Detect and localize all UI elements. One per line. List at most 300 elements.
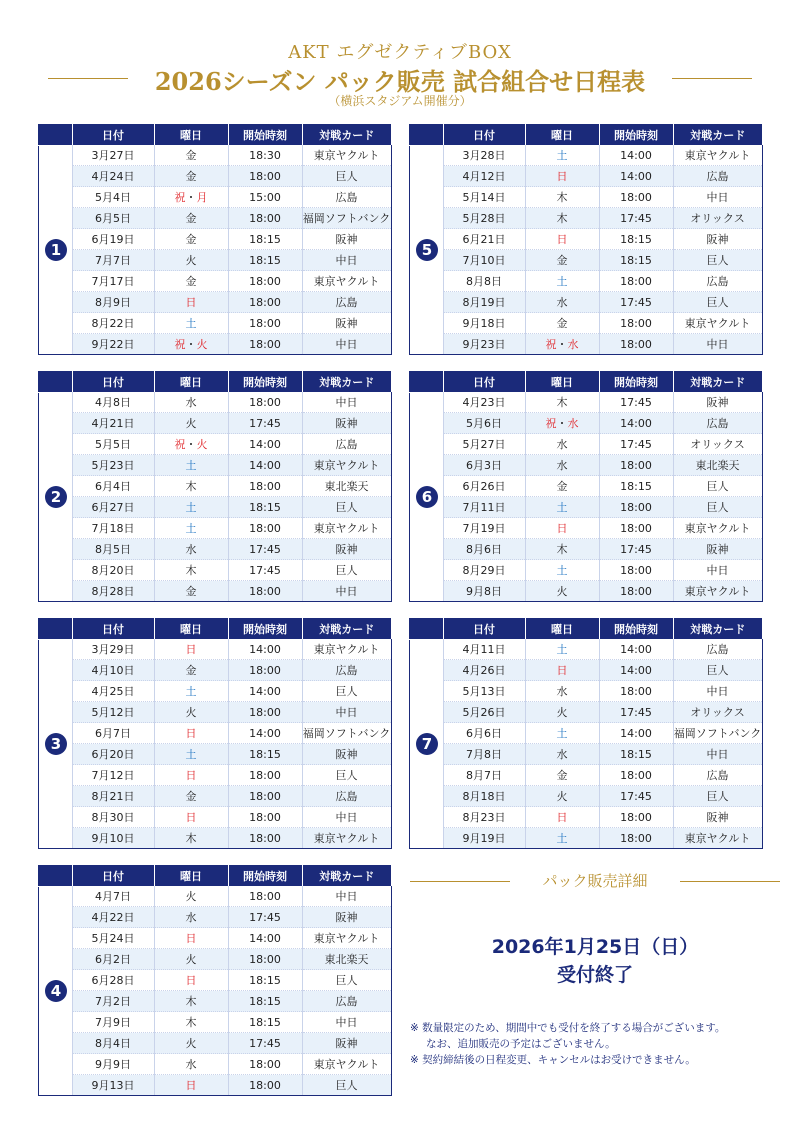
table-row	[409, 828, 762, 849]
weekday-cell: 土	[525, 271, 599, 292]
weekday-cell: 火	[154, 1033, 228, 1054]
start-time-cell: 18:00	[599, 807, 673, 828]
table-row	[409, 392, 762, 413]
schedule-block-7	[409, 618, 762, 849]
matchup-cell: 巨人	[302, 560, 391, 581]
start-time-cell: 18:15	[228, 250, 302, 271]
start-time-cell: 18:00	[599, 313, 673, 334]
date-cell: 7月9日	[72, 1012, 154, 1033]
date-cell: 4月8日	[72, 392, 154, 413]
column-header: 対戦カード	[302, 371, 391, 392]
weekday-cell: 火	[154, 702, 228, 723]
note-1-line-1: ※ 数量限定のため、期間中でも受付を終了する場合がございます。	[410, 1022, 726, 1034]
block-number: 4	[45, 980, 67, 1002]
table-row	[38, 208, 391, 229]
start-time-cell: 14:00	[228, 639, 302, 660]
table-header-row	[38, 865, 391, 886]
start-time-cell: 18:00	[228, 807, 302, 828]
table-row	[38, 828, 391, 849]
date-cell: 4月22日	[72, 907, 154, 928]
matchup-cell: 中日	[673, 744, 762, 765]
matchup-cell: 東京ヤクルト	[673, 518, 762, 539]
matchup-cell: 阪神	[302, 1033, 391, 1054]
weekday-cell: 日	[154, 765, 228, 786]
weekday-cell: 金	[154, 208, 228, 229]
table-row	[409, 581, 762, 602]
date-cell: 8月23日	[443, 807, 525, 828]
header-title-top: AKT エグゼクティブBOX	[288, 42, 512, 63]
date-cell: 7月8日	[443, 744, 525, 765]
date-cell: 6月26日	[443, 476, 525, 497]
table-row	[38, 455, 391, 476]
matchup-cell: 福岡ソフトバンク	[302, 208, 391, 229]
date-cell: 8月6日	[443, 539, 525, 560]
block-number-badge	[409, 146, 444, 355]
start-time-cell: 14:00	[599, 145, 673, 166]
weekday-cell: 土	[525, 723, 599, 744]
date-cell: 8月22日	[72, 313, 154, 334]
column-header: 開始時刻	[228, 371, 302, 392]
table-row	[38, 229, 391, 250]
table-row	[38, 786, 391, 807]
weekday-cell: 金	[154, 166, 228, 187]
start-time-cell: 17:45	[228, 1033, 302, 1054]
weekday-cell: 木	[154, 991, 228, 1012]
date-cell: 6月27日	[72, 497, 154, 518]
date-cell: 5月13日	[443, 681, 525, 702]
table-row	[38, 1033, 391, 1054]
date-cell: 5月23日	[72, 455, 154, 476]
weekday-cell: 木	[154, 560, 228, 581]
weekday-cell: 土	[525, 639, 599, 660]
table-header-row	[38, 124, 391, 145]
start-time-cell: 14:00	[228, 455, 302, 476]
weekday-cell: 火	[525, 581, 599, 602]
start-time-cell: 14:00	[599, 639, 673, 660]
start-time-cell: 18:15	[599, 476, 673, 497]
start-time-cell: 18:00	[599, 560, 673, 581]
start-time-cell: 18:00	[228, 765, 302, 786]
weekday-cell: 日	[525, 518, 599, 539]
matchup-cell: 中日	[673, 560, 762, 581]
column-header: 日付	[72, 865, 154, 886]
start-time-cell: 18:00	[599, 765, 673, 786]
weekday-cell: 火	[154, 949, 228, 970]
weekday-cell: 土	[154, 518, 228, 539]
matchup-cell: 東北楽天	[673, 455, 762, 476]
table-row	[409, 250, 762, 271]
block-number: 7	[416, 733, 438, 755]
start-time-cell: 18:00	[228, 392, 302, 413]
matchup-cell: 巨人	[673, 497, 762, 518]
block-number-badge	[409, 640, 444, 849]
matchup-cell: オリックス	[673, 434, 762, 455]
table-row	[38, 334, 391, 355]
pack-title-right-rule	[680, 881, 780, 882]
start-time-cell: 18:00	[228, 886, 302, 907]
matchup-cell: 阪神	[302, 539, 391, 560]
weekday-cell: 祝・火	[154, 434, 228, 455]
weekday-cell: 土	[525, 828, 599, 849]
table-row	[409, 208, 762, 229]
start-time-cell: 18:00	[228, 828, 302, 849]
block-number: 1	[45, 239, 67, 261]
start-time-cell: 14:00	[228, 434, 302, 455]
weekday-cell: 土	[525, 560, 599, 581]
schedule-table	[409, 124, 763, 355]
table-row	[38, 187, 391, 208]
matchup-cell: 広島	[673, 166, 762, 187]
start-time-cell: 18:00	[228, 518, 302, 539]
date-cell: 9月18日	[443, 313, 525, 334]
date-cell: 6月4日	[72, 476, 154, 497]
column-header: 曜日	[154, 865, 228, 886]
table-row	[409, 187, 762, 208]
table-row	[38, 292, 391, 313]
date-cell: 6月3日	[443, 455, 525, 476]
date-cell: 7月19日	[443, 518, 525, 539]
matchup-cell: 巨人	[302, 166, 391, 187]
date-cell: 6月2日	[72, 949, 154, 970]
matchup-cell: 阪神	[673, 229, 762, 250]
table-row	[38, 250, 391, 271]
weekday-cell: 火	[154, 413, 228, 434]
matchup-cell: 中日	[302, 250, 391, 271]
pack-title-left-rule	[410, 881, 510, 882]
matchup-cell: 広島	[673, 765, 762, 786]
date-cell: 4月12日	[443, 166, 525, 187]
table-row	[38, 928, 391, 949]
matchup-cell: 東京ヤクルト	[302, 271, 391, 292]
date-cell: 7月2日	[72, 991, 154, 1012]
matchup-cell: 阪神	[673, 392, 762, 413]
table-row	[409, 455, 762, 476]
block-number: 2	[45, 486, 67, 508]
weekday-cell: 木	[154, 1012, 228, 1033]
start-time-cell: 17:45	[599, 292, 673, 313]
date-cell: 9月9日	[72, 1054, 154, 1075]
start-time-cell: 18:00	[228, 292, 302, 313]
schedule-table	[38, 124, 392, 355]
table-row	[38, 392, 391, 413]
start-time-cell: 18:00	[599, 271, 673, 292]
column-header: 開始時刻	[228, 618, 302, 639]
weekday-cell: 祝・水	[525, 413, 599, 434]
start-time-cell: 18:00	[228, 476, 302, 497]
date-cell: 6月19日	[72, 229, 154, 250]
matchup-cell: 巨人	[673, 250, 762, 271]
table-header-row	[409, 618, 762, 639]
header-subtitle: （横浜スタジアム開催分）	[328, 94, 472, 108]
column-header: 開始時刻	[228, 865, 302, 886]
date-cell: 4月23日	[443, 392, 525, 413]
matchup-cell: 東京ヤクルト	[302, 518, 391, 539]
table-header-row	[409, 124, 762, 145]
date-cell: 7月10日	[443, 250, 525, 271]
table-row	[409, 229, 762, 250]
block-number-badge	[38, 393, 73, 602]
table-row	[38, 413, 391, 434]
date-cell: 8月7日	[443, 765, 525, 786]
table-row	[38, 1012, 391, 1033]
matchup-cell: 福岡ソフトバンク	[302, 723, 391, 744]
matchup-cell: 巨人	[673, 292, 762, 313]
header-corner	[38, 124, 72, 145]
weekday-cell: 水	[154, 392, 228, 413]
weekday-cell: 木	[154, 828, 228, 849]
table-row	[409, 765, 762, 786]
weekday-cell: 火	[525, 702, 599, 723]
table-header-row	[409, 371, 762, 392]
table-row	[409, 639, 762, 660]
start-time-cell: 18:30	[228, 145, 302, 166]
header-corner	[38, 618, 72, 639]
matchup-cell: 巨人	[302, 970, 391, 991]
start-time-cell: 17:45	[228, 907, 302, 928]
matchup-cell: 巨人	[302, 765, 391, 786]
date-cell: 8月9日	[72, 292, 154, 313]
table-row	[38, 807, 391, 828]
matchup-cell: 東京ヤクルト	[673, 145, 762, 166]
start-time-cell: 18:00	[228, 581, 302, 602]
schedule-block-1	[38, 124, 391, 355]
start-time-cell: 18:00	[599, 497, 673, 518]
weekday-cell: 水	[525, 292, 599, 313]
table-row	[38, 970, 391, 991]
matchup-cell: 東京ヤクルト	[673, 313, 762, 334]
column-header: 曜日	[525, 618, 599, 639]
weekday-cell: 金	[154, 786, 228, 807]
table-row	[409, 560, 762, 581]
weekday-cell: 土	[154, 313, 228, 334]
start-time-cell: 18:00	[228, 271, 302, 292]
start-time-cell: 18:00	[228, 313, 302, 334]
column-header: 日付	[443, 124, 525, 145]
start-time-cell: 17:45	[599, 392, 673, 413]
pack-status: 受付終了	[556, 964, 633, 986]
weekday-cell: 祝・月	[154, 187, 228, 208]
matchup-cell: 阪神	[302, 744, 391, 765]
start-time-cell: 14:00	[228, 928, 302, 949]
start-time-cell: 18:00	[228, 949, 302, 970]
weekday-cell: 日	[525, 807, 599, 828]
date-cell: 5月26日	[443, 702, 525, 723]
header-corner	[38, 865, 72, 886]
table-row	[38, 560, 391, 581]
weekday-cell: 土	[154, 455, 228, 476]
weekday-cell: 水	[154, 907, 228, 928]
date-cell: 9月23日	[443, 334, 525, 355]
table-header-row	[38, 371, 391, 392]
weekday-cell: 日	[154, 639, 228, 660]
header-corner	[38, 371, 72, 392]
date-cell: 7月11日	[443, 497, 525, 518]
table-header-row	[38, 618, 391, 639]
weekday-cell: 水	[525, 455, 599, 476]
date-cell: 9月19日	[443, 828, 525, 849]
schedule-table	[38, 865, 392, 1096]
weekday-cell: 祝・火	[154, 334, 228, 355]
weekday-cell: 水	[525, 681, 599, 702]
start-time-cell: 18:15	[599, 744, 673, 765]
matchup-cell: 巨人	[302, 1075, 391, 1096]
weekday-cell: 金	[154, 229, 228, 250]
weekday-cell: 日	[525, 660, 599, 681]
matchup-cell: 東京ヤクルト	[302, 639, 391, 660]
matchup-cell: オリックス	[673, 208, 762, 229]
table-row	[38, 765, 391, 786]
matchup-cell: 広島	[302, 991, 391, 1012]
date-cell: 4月7日	[72, 886, 154, 907]
table-row	[409, 807, 762, 828]
schedule-block-5	[409, 124, 762, 355]
matchup-cell: 広島	[302, 292, 391, 313]
column-header: 曜日	[525, 124, 599, 145]
weekday-cell: 火	[525, 786, 599, 807]
date-cell: 8月8日	[443, 271, 525, 292]
date-cell: 8月28日	[72, 581, 154, 602]
matchup-cell: 巨人	[302, 681, 391, 702]
matchup-cell: 東京ヤクルト	[302, 145, 391, 166]
start-time-cell: 18:00	[599, 681, 673, 702]
weekday-cell: 土	[525, 497, 599, 518]
start-time-cell: 17:45	[599, 702, 673, 723]
table-row	[409, 476, 762, 497]
table-row	[38, 166, 391, 187]
weekday-cell: 金	[154, 660, 228, 681]
block-number-badge	[38, 146, 73, 355]
weekday-cell: 木	[525, 208, 599, 229]
column-header: 対戦カード	[302, 124, 391, 145]
matchup-cell: 東北楽天	[302, 476, 391, 497]
matchup-cell: 中日	[302, 1012, 391, 1033]
matchup-cell: 中日	[302, 886, 391, 907]
start-time-cell: 18:00	[228, 702, 302, 723]
date-cell: 9月8日	[443, 581, 525, 602]
weekday-cell: 金	[525, 250, 599, 271]
matchup-cell: 福岡ソフトバンク	[673, 723, 762, 744]
start-time-cell: 14:00	[599, 166, 673, 187]
table-row	[38, 581, 391, 602]
matchup-cell: 阪神	[302, 907, 391, 928]
matchup-cell: 広島	[302, 660, 391, 681]
matchup-cell: 東京ヤクルト	[673, 828, 762, 849]
start-time-cell: 18:00	[228, 334, 302, 355]
table-row	[38, 886, 391, 907]
matchup-cell: 東北楽天	[302, 949, 391, 970]
table-row	[38, 145, 391, 166]
date-cell: 5月12日	[72, 702, 154, 723]
matchup-cell: 巨人	[673, 786, 762, 807]
table-row	[409, 744, 762, 765]
weekday-cell: 日	[525, 166, 599, 187]
header-right-rule	[672, 78, 752, 79]
start-time-cell: 17:45	[599, 786, 673, 807]
start-time-cell: 18:00	[228, 1075, 302, 1096]
date-cell: 6月5日	[72, 208, 154, 229]
matchup-cell: 中日	[302, 702, 391, 723]
pack-title	[410, 870, 780, 892]
schedule-block-3	[38, 618, 391, 849]
weekday-cell: 日	[154, 928, 228, 949]
start-time-cell: 18:00	[228, 660, 302, 681]
table-row	[409, 723, 762, 744]
weekday-cell: 金	[154, 145, 228, 166]
column-header: 対戦カード	[673, 371, 762, 392]
date-cell: 6月7日	[72, 723, 154, 744]
column-header: 曜日	[154, 371, 228, 392]
matchup-cell: 東京ヤクルト	[302, 455, 391, 476]
table-row	[409, 518, 762, 539]
start-time-cell: 18:15	[228, 497, 302, 518]
matchup-cell: 東京ヤクルト	[302, 828, 391, 849]
start-time-cell: 17:45	[228, 539, 302, 560]
start-time-cell: 14:00	[599, 413, 673, 434]
weekday-cell: 金	[525, 765, 599, 786]
start-time-cell: 18:00	[599, 455, 673, 476]
table-row	[409, 145, 762, 166]
start-time-cell: 14:00	[599, 660, 673, 681]
date-cell: 8月19日	[443, 292, 525, 313]
matchup-cell: 中日	[673, 681, 762, 702]
weekday-cell: 土	[154, 497, 228, 518]
column-header: 開始時刻	[228, 124, 302, 145]
table-row	[38, 744, 391, 765]
date-cell: 4月11日	[443, 639, 525, 660]
start-time-cell: 18:00	[599, 334, 673, 355]
pack-details	[410, 870, 780, 1066]
matchup-cell: 巨人	[673, 476, 762, 497]
column-header: 日付	[72, 124, 154, 145]
start-time-cell: 18:15	[599, 229, 673, 250]
pack-date: 2026年1月25日（日）	[491, 936, 699, 958]
column-header: 曜日	[525, 371, 599, 392]
table-row	[38, 907, 391, 928]
schedule-block-4	[38, 865, 391, 1096]
note-2: ※ 契約締結後の日程変更、キャンセルはお受けできません。	[410, 1054, 696, 1066]
date-cell: 8月18日	[443, 786, 525, 807]
date-cell: 6月21日	[443, 229, 525, 250]
table-row	[409, 497, 762, 518]
matchup-cell: 中日	[673, 187, 762, 208]
weekday-cell: 水	[154, 1054, 228, 1075]
date-cell: 6月20日	[72, 744, 154, 765]
table-row	[409, 413, 762, 434]
matchup-cell: 広島	[302, 786, 391, 807]
weekday-cell: 木	[525, 187, 599, 208]
date-cell: 7月12日	[72, 765, 154, 786]
column-header: 開始時刻	[599, 618, 673, 639]
table-row	[38, 434, 391, 455]
date-cell: 4月24日	[72, 166, 154, 187]
start-time-cell: 17:45	[228, 560, 302, 581]
weekday-cell: 金	[154, 271, 228, 292]
table-row	[38, 476, 391, 497]
table-row	[38, 660, 391, 681]
start-time-cell: 18:15	[599, 250, 673, 271]
start-time-cell: 18:00	[599, 518, 673, 539]
table-row	[38, 949, 391, 970]
matchup-cell: 中日	[302, 807, 391, 828]
matchup-cell: 中日	[302, 334, 391, 355]
date-cell: 8月20日	[72, 560, 154, 581]
date-cell: 5月28日	[443, 208, 525, 229]
table-row	[38, 1075, 391, 1096]
start-time-cell: 18:00	[599, 581, 673, 602]
matchup-cell: 中日	[302, 392, 391, 413]
table-row	[409, 786, 762, 807]
weekday-cell: 日	[154, 807, 228, 828]
